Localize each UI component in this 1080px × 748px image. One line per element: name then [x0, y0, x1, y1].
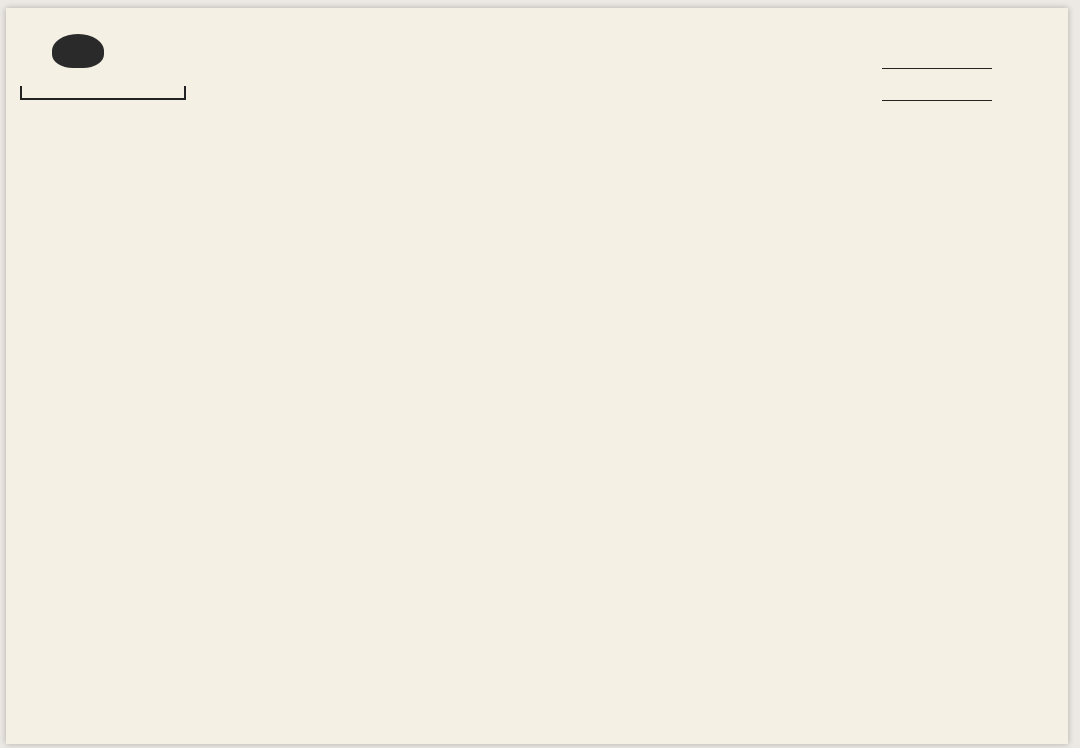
table-number-field[interactable]	[882, 68, 992, 69]
brand-logo	[16, 34, 182, 108]
handler-field[interactable]	[882, 100, 992, 101]
menu-order-sheet	[6, 8, 1068, 744]
logo-mark-icon	[52, 34, 104, 68]
logo-bracket	[20, 86, 186, 100]
